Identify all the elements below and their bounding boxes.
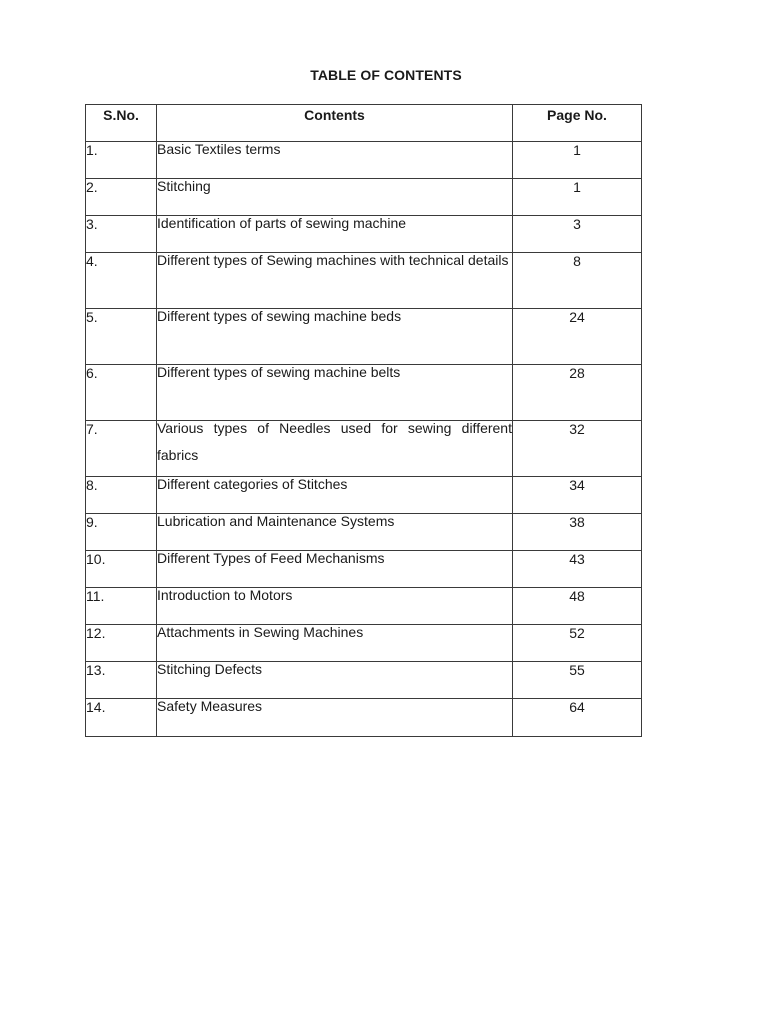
header-contents: Contents (157, 105, 513, 142)
row-sno: 8. (86, 477, 157, 514)
row-content-text: Different types of Sewing machines with technical details (157, 252, 509, 268)
row-content (157, 309, 513, 365)
row-content-text: Different Types of Feed Mechanisms (157, 550, 385, 566)
row-sno: 2. (86, 179, 157, 216)
row-content (157, 253, 513, 309)
table-row (86, 699, 642, 737)
row-page: 48 (513, 588, 642, 625)
row-sno: 5. (86, 309, 157, 365)
row-page: 1 (513, 142, 642, 179)
row-sno: 13. (86, 662, 157, 699)
table-row (86, 309, 642, 365)
row-content-text: Stitching (157, 178, 211, 194)
row-content-text: Different categories of Stitches (157, 476, 348, 492)
row-sno: 14. (86, 699, 157, 737)
row-page: 3 (513, 216, 642, 253)
toc-table (85, 104, 642, 737)
row-content-text: Basic Textiles terms (157, 141, 281, 157)
row-content-text: Various types of Needles used for sewing different fabrics (157, 420, 512, 463)
row-sno: 6. (86, 365, 157, 421)
row-page: 8 (513, 253, 642, 309)
row-page: 1 (513, 179, 642, 216)
header-page: Page No. (513, 105, 642, 142)
row-sno: 11. (86, 588, 157, 625)
row-page: 24 (513, 309, 642, 365)
row-sno: 1. (86, 142, 157, 179)
row-content-text: Attachments in Sewing Machines (157, 624, 364, 640)
row-content-text: Different types of sewing machine beds (157, 308, 402, 324)
row-page: 52 (513, 625, 642, 662)
row-content-text: Different types of sewing machine belts (157, 364, 401, 380)
row-page: 38 (513, 514, 642, 551)
row-page: 34 (513, 477, 642, 514)
row-page: 64 (513, 699, 642, 737)
row-sno: 4. (86, 253, 157, 309)
row-content-text: Identification of parts of sewing machine (157, 215, 407, 231)
row-page: 28 (513, 365, 642, 421)
row-page: 55 (513, 662, 642, 699)
row-page: 43 (513, 551, 642, 588)
row-content-text: Lubrication and Maintenance Systems (157, 513, 395, 529)
row-content-text: Safety Measures (157, 698, 263, 714)
row-content (157, 365, 513, 421)
page-title: TABLE OF CONTENTS (310, 67, 462, 83)
table-row (86, 253, 642, 309)
table-row (86, 421, 642, 477)
row-content (157, 699, 513, 737)
row-content-text: Stitching Defects (157, 661, 263, 677)
row-content-text: Introduction to Motors (157, 587, 293, 603)
table-row (86, 365, 642, 421)
row-sno: 9. (86, 514, 157, 551)
row-sno: 10. (86, 551, 157, 588)
row-sno: 3. (86, 216, 157, 253)
row-page: 32 (513, 421, 642, 477)
header-sno: S.No. (86, 105, 157, 142)
row-sno: 12. (86, 625, 157, 662)
row-content (157, 421, 513, 477)
row-sno: 7. (86, 421, 157, 477)
